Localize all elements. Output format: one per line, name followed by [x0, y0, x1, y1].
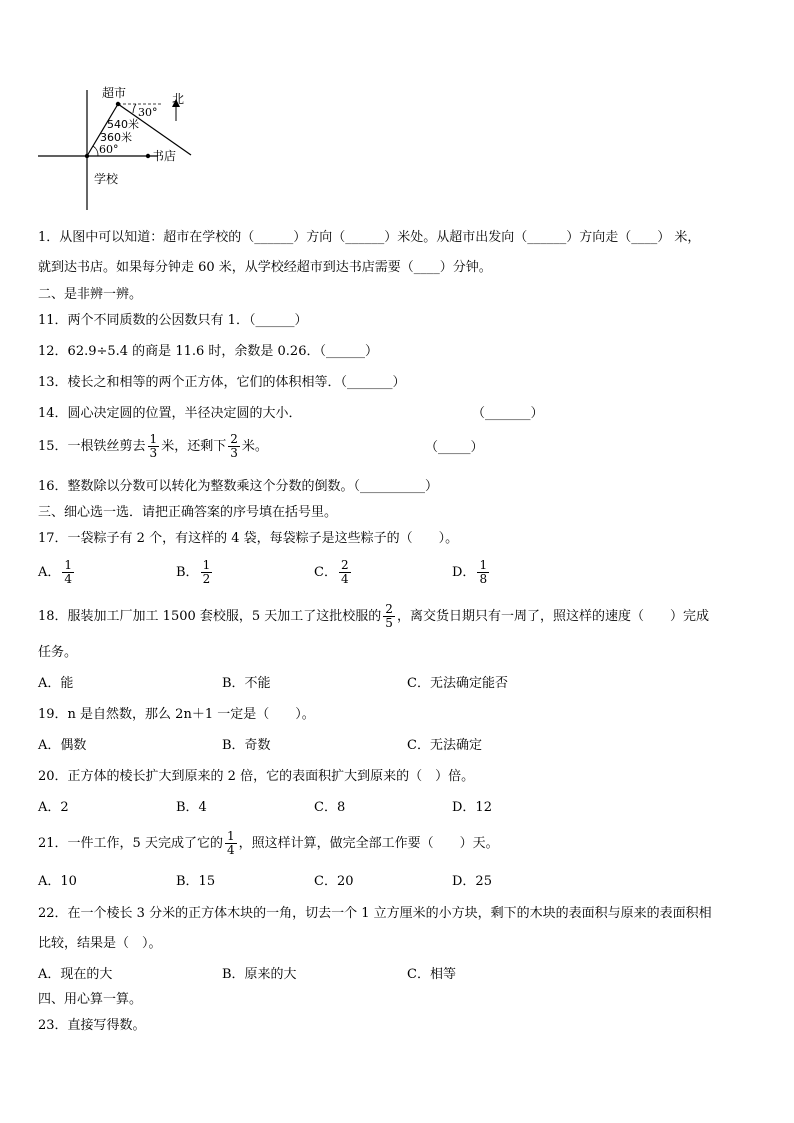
question-21-text-pre: 21．一件工作，5 天完成了它的: [38, 836, 223, 851]
fraction-numerator: 1: [64, 558, 73, 572]
question-18-option-a[interactable]: A．能: [38, 676, 74, 691]
fraction-denominator: 4: [226, 843, 235, 857]
angle-school-label: 60°: [99, 143, 119, 156]
question-15-blank: （_____）: [425, 440, 484, 455]
fraction-numerator: 2: [385, 602, 393, 616]
question-18-line-2: 任务。: [38, 645, 78, 660]
fraction-numerator: 1: [202, 558, 211, 572]
question-21: [38, 829, 499, 859]
supermarket-point: [116, 102, 120, 106]
fraction-denominator: 3: [230, 446, 238, 460]
question-21-option-c[interactable]: C．20: [314, 874, 354, 889]
question-21-option-a[interactable]: A．10: [38, 874, 77, 889]
question-15-text-mid: 米，还剩下: [161, 439, 227, 454]
supermarket-label: 超市: [102, 86, 127, 100]
question-21-option-d[interactable]: D．25: [452, 874, 492, 889]
question-20-option-b[interactable]: B．4: [176, 800, 207, 815]
question-15-text-post: 米。: [241, 439, 268, 454]
question-21-option-b[interactable]: B．15: [176, 874, 216, 889]
north-label: 北: [172, 92, 185, 106]
question-20-option-c[interactable]: C．8: [314, 800, 346, 815]
fraction-denominator: 3: [149, 446, 158, 460]
fraction-two-thirds: [228, 433, 240, 460]
fraction-one-fourth: [225, 830, 237, 857]
fraction-denominator: 2: [202, 572, 211, 586]
angle-arc-school: [93, 146, 98, 156]
question-22-line-1: 22．在一个棱长 3 分米的正方体木块的一角，切去一个 1 立方厘米的小方块，剩下的木块的表面积与原来的表面积相: [38, 906, 712, 921]
question-13: 13．棱长之和相等的两个正方体，它们的体积相等．（_______）: [38, 375, 406, 390]
question-17-option-c[interactable]: [314, 556, 353, 590]
question-19-option-c[interactable]: C．无法确定: [407, 738, 482, 753]
angle-top-label: 30°: [138, 106, 158, 119]
fraction-denominator: 4: [64, 572, 73, 586]
question-17-option-a[interactable]: [38, 556, 76, 590]
question-11: 11．两个不同质数的公因数只有 1．（______）: [38, 313, 308, 328]
question-16: 16．整数除以分数可以转化为整数乘这个分数的倒数。（__________）: [38, 479, 439, 494]
option-label: D．: [452, 565, 476, 580]
option-fraction: [477, 559, 489, 586]
question-18-text-pre: 18．服装加工厂加工 1500 套校服，5 天加工了这批校服的: [38, 609, 382, 624]
question-15-text-pre: 15．一根铁丝剪去: [38, 439, 146, 454]
question-18-line-1: [38, 602, 709, 632]
section-4-heading: 四、用心算一算。: [38, 992, 143, 1007]
question-20: 20．正方体的棱长扩大到原来的 2 倍，它的表面积扩大到原来的（ ）倍。: [38, 769, 475, 784]
fraction-denominator: 4: [340, 572, 349, 586]
question-1-line-2: 就到达书店。如果每分钟走 60 米，从学校经超市到达书店需要（____）分钟。: [38, 260, 492, 275]
question-18-option-b[interactable]: B．不能: [222, 676, 271, 691]
question-14-blank: （_______）: [472, 406, 544, 421]
question-18-option-c[interactable]: C．无法确定能否: [407, 676, 508, 691]
option-fraction: [201, 559, 213, 586]
fraction-numerator: 1: [479, 558, 488, 572]
option-label: C．: [314, 565, 337, 580]
fraction-one-third: [148, 433, 160, 460]
map-diagram: [38, 85, 208, 215]
question-22-option-a[interactable]: A．现在的大: [38, 967, 113, 982]
question-22-option-c[interactable]: C．相等: [407, 967, 456, 982]
question-17-option-b[interactable]: [176, 556, 214, 590]
option-fraction: [62, 559, 74, 586]
question-19: 19．n 是自然数，那么 2n＋1 一定是（ ）。: [38, 707, 315, 722]
distance-360-label: 360米: [100, 131, 132, 144]
fraction-numerator: 1: [226, 829, 235, 843]
question-20-option-a[interactable]: A．2: [38, 800, 69, 815]
question-17: 17．一袋粽子有 2 个，有这样的 4 袋，每袋粽子是这些粽子的（ ）。: [38, 531, 459, 546]
question-14: 14．圆心决定圆的位置，半径决定圆的大小．: [38, 406, 302, 421]
distance-540-label: 540米: [107, 118, 139, 131]
question-22-line-2: 比较，结果是（ ）。: [38, 936, 162, 951]
question-22-option-b[interactable]: B．原来的大: [222, 967, 297, 982]
option-label: A．: [38, 565, 61, 580]
school-label: 学校: [94, 172, 119, 186]
option-fraction: [339, 559, 351, 586]
section-2-heading: 二、是非辨一辨。: [38, 287, 143, 302]
question-19-option-b[interactable]: B．奇数: [222, 738, 271, 753]
section-3-heading: 三、细心选一选．请把正确答案的序号填在括号里。: [38, 505, 338, 520]
question-21-text-post: ，照这样计算，做完全部工作要（ ）天。: [238, 836, 499, 851]
fraction-two-fifths: [383, 603, 395, 630]
question-19-option-a[interactable]: A．偶数: [38, 738, 87, 753]
fraction-numerator: 2: [230, 432, 238, 446]
question-17-option-d[interactable]: [452, 556, 491, 590]
question-18-text-post: ，离交货日期只有一周了，照这样的速度（ ）完成: [396, 609, 709, 624]
fraction-numerator: 1: [149, 432, 158, 446]
bookstore-point: [146, 154, 150, 158]
question-12: 12．62.9÷5.4 的商是 11.6 时，余数是 0.26．（______）: [38, 344, 378, 359]
question-15: [38, 432, 268, 462]
option-label: B．: [176, 565, 199, 580]
question-1-line-1: 1．从图中可以知道：超市在学校的（______）方向（______）米处。从超市出发向（______）方向走（____） 米，: [38, 230, 701, 245]
school-point: [85, 154, 89, 158]
question-20-option-d[interactable]: D．12: [452, 800, 492, 815]
fraction-denominator: 8: [479, 572, 488, 586]
fraction-denominator: 5: [385, 616, 393, 630]
fraction-numerator: 2: [340, 558, 349, 572]
bookstore-label: 书店: [152, 149, 177, 163]
question-23: 23．直接写得数。: [38, 1018, 146, 1033]
angle-arc-top: [133, 104, 136, 113]
